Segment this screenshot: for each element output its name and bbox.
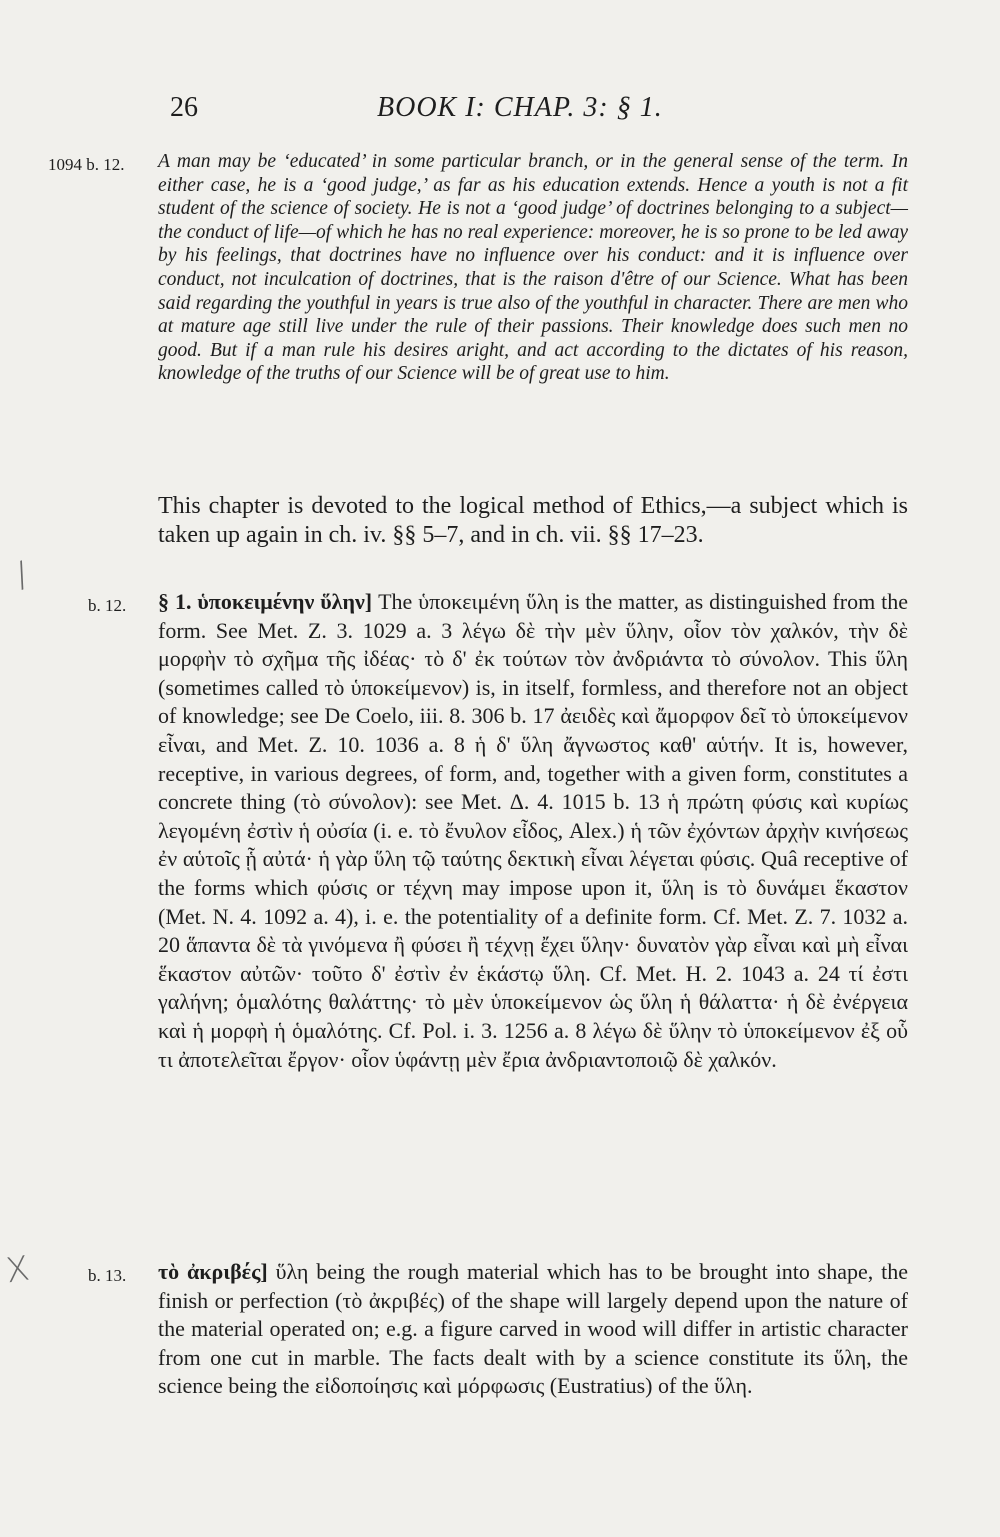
chapter-heading: BOOK I: CHAP. 3: § 1. [377, 92, 663, 123]
summary-margin-ref: 1094 b. 12. [48, 155, 125, 174]
commentary-note [88, 588, 908, 1074]
page-number: 26 [170, 92, 198, 123]
pencil-slash-mark: / [9, 554, 34, 596]
summary-text: A man may be ‘educated’ in some particular branch, or in the general sense of the term. In either case, he is a ‘good judge,’ as far as his education extends. Hence a youth is not a fit student of the science of society. He is not a ‘good judge’ of doctrines belonging to a subject—the conduct of life—of which he has no real experience: moreover, he is so prone to be led away by his feelings, that doctrines have no influence over his conduct: and it is influence over conduct, not inculcation of doctrines, that is the raison d'être of our Science. What has been said regarding the youthful in years is true also of the youthful in character. There are men who at mature age still live under the rule of their passions. Their knowledge does such men no good. But if a man rule his desires aright, and act according to the dictates of his reason, knowledge of the truths of our Science will be of great use to him. [158, 151, 908, 385]
pencil-x-mark: X [3, 1248, 32, 1292]
commentary-note [88, 1258, 909, 1401]
note-body [158, 588, 908, 1074]
note-text: The ὑποκειμένη ὕλη is the matter, as distinguished from the form. See Met. Z. 3. 1029 a. 3 λέγω δὲ τὴν μὲν ὕλην, οἷον τὸν χαλκόν, τὴν δὲ μορφὴν τὸ σχῆμα τῆς ἰδέας· τὸ δ' ἐκ τούτων τὸν ἀνδριάντα τὸ σύνολον. This ὕλη (sometimes called τὸ ὑποκείμενον) is, in itself, formless, and therefore not an object of knowledge; see De Coelo, iii. 8. 306 b. 17 ἀειδὲς καὶ ἄμορφον δεῖ τὸ ὑποκείμενον εἶναι, and Met. Z. 10. 1036 a. 8 ἡ δ' ὕλη ἄγνωστος καθ' αὑτήν. It is, however, receptive, in various degrees, of form, and, together with a given form, constitutes a concrete thing (τὸ σύνολον): see Met. Δ. 4. 1015 b. 13 ἡ πρώτη φύσις καὶ κυρίως λεγομένη ἐστὶν ἡ οὐσία (i. e. τὸ ἔνυλον εἶδος, Alex.) ἡ τῶν ἐχόντων ἀρχὴν κινήσεως ἐν αὑτοῖς ᾗ αὐτά· ἡ γὰρ ὕλη τῷ ταύτης δεκτικὴ εἶναι λέγεται φύσις. Quâ receptive of the forms which φύσις or τέχνη may impose upon it, ὕλη is τὸ δυνάμει ἕκαστον (Met. N. 4. 1092 a. 4), i. e. the potentiality of a definite form. Cf. Met. Z. 7. 1032 a. 20 ἅπαντα δὲ τὰ γινόμενα ἢ φύσει ἢ τέχνῃ ἔχει ὕλην· δυνατὸν γὰρ εἶναι καὶ μὴ εἶναι ἕκαστον αὐτῶν· τοῦτο δ' ἐστὶν ἐν ἑκάστῳ ὕλη. Cf. Met. H. 2. 1043 a. 24 τί ἐστι γαλήνη; ὁμαλότης θαλάττης· τὸ μὲν ὑποκείμενον ὡς ὕλη ἡ θάλαττα· ἡ δὲ ἐνέργεια καὶ ἡ μορφὴ ἡ ὁμαλότης. Cf. Pol. i. 3. 1256 a. 8 λέγω δὲ ὕλην τὸ ὑποκείμενον ἐξ οὗ τι ἀποτελεῖται ἔργον· οἷον ὑφάντῃ μὲν ἔρια ἀνδριαντοποιῷ δὲ χαλκόν. [158, 589, 908, 1072]
note-margin-ref: b. 13. [88, 1266, 127, 1285]
note-lemma: τὸ ἀκριβές] [158, 1259, 268, 1284]
note-text: ὕλη being the rough material which has to be brought into shape, the finish or perfection (τὸ ἀκριβές) of the shape will largely depend upon the nature of the material operated on; e.g. a figure carved in wood will differ in artistic character from one cut in marble. The facts dealt with by a science constitute its ὕλη, the science being the εἰδοποίησις καὶ μόρφωσις (Eustratius) of the ὕλη. [158, 1259, 909, 1399]
running-head [0, 92, 1000, 132]
intro-paragraph [158, 492, 908, 550]
note-body [158, 1258, 908, 1401]
note-margin-ref: b. 12. [88, 596, 127, 615]
chapter-summary [48, 150, 908, 386]
note-lemma: § 1. ὑποκειμένην ὕλην] [158, 589, 373, 614]
intro-text: This chapter is devoted to the logical method of Ethics,—a subject which is taken up again in ch. iv. §§ 5–7, and in ch. vii. §§ 17–23. [158, 493, 908, 548]
